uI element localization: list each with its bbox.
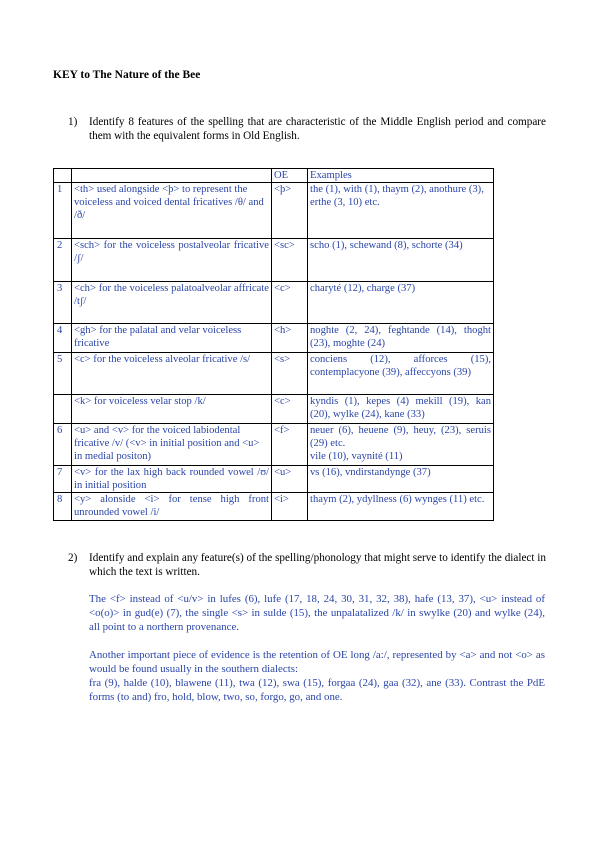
row-oe: <i> <box>272 493 308 521</box>
row-examples: conciens (12), afforces (15), contemplacyone (39), affeccyons (39) <box>308 353 494 395</box>
answer-2-line-2: fra (9), halde (10), blawene (11), twa (12), swa (15), forgaa (24), gaa (32), ane (33). Contrast the PdE forms (to and) fro, hold, blow, two, so, forgo, go, and one. <box>89 677 545 703</box>
row-feature: <y> alonside <i> for tense high front unrounded vowel /i/ <box>72 493 272 521</box>
row-examples-line-1: neuer (6), heuene (9), heuy, (23), seruis (29) etc. <box>310 425 491 449</box>
table-row <box>54 395 494 424</box>
row-examples: noghte (2, 24), feghtande (14), thoght (23), moghte (24) <box>308 324 494 353</box>
row-oe: <h> <box>272 324 308 353</box>
table-row <box>54 282 494 324</box>
table-row <box>54 424 494 466</box>
header-cell-feature <box>72 169 272 183</box>
row-number: 2 <box>54 239 72 282</box>
header-cell-oe: OE <box>272 169 308 183</box>
row-feature: <sch> for the voiceless postalveolar fricative /ʃ/ <box>72 239 272 282</box>
row-number: 6 <box>54 424 72 466</box>
question-2-number: 2) <box>68 552 78 564</box>
row-number: 8 <box>54 493 72 521</box>
question-1-text: Identify 8 features of the spelling that are characteristic of the Middle English period and compare them with the equivalent forms in Old English. <box>89 116 546 142</box>
row-oe: <sc> <box>272 239 308 282</box>
table-row <box>54 466 494 493</box>
row-feature: <k> for voiceless velar stop /k/ <box>72 395 272 424</box>
row-number: 7 <box>54 466 72 493</box>
row-oe: <u> <box>272 466 308 493</box>
row-oe: <c> <box>272 395 308 424</box>
question-1-number: 1) <box>68 116 78 128</box>
row-feature: <v> for the lax high back rounded vowel /ʊ/ in initial position <box>72 466 272 493</box>
row-oe: <c> <box>272 282 308 324</box>
row-examples: the (1), with (1), thaym (2), anothure (3), erthe (3, 10) etc. <box>308 183 494 239</box>
row-examples: kyndis (1), kepes (4) mekill (19), kan (20), wylke (24), kane (33) <box>308 395 494 424</box>
header-cell-examples: Examples <box>308 169 494 183</box>
row-feature: <gh> for the palatal and velar voiceless fricative <box>72 324 272 353</box>
answer-paragraph-1: The <f> instead of <u/v> in lufes (6), lufe (17, 18, 24, 30, 31, 32, 38), hafe (13, 37), <u> instead of <o(o)> in gud(e) (7), the single <s> in sulde (15), the unpalatalized /k/ in swylke (20) and wylke (24), all point to a northern provenance. <box>89 593 545 633</box>
row-feature: <ch> for the voiceless palatoalveolar affricate /tʃ/ <box>72 282 272 324</box>
table-row <box>54 353 494 395</box>
row-examples: vs (16), vndirstandynge (37) <box>308 466 494 493</box>
row-number <box>54 395 72 424</box>
table-row <box>54 324 494 353</box>
row-number: 4 <box>54 324 72 353</box>
row-feature: <th> used alongside <þ> to represent the voiceless and voiced dental fricatives /θ/ and /ð/ <box>72 183 272 239</box>
row-examples: thaym (2), ydyllness (6) wynges (11) etc. <box>308 493 494 521</box>
row-oe: <þ> <box>272 183 308 239</box>
table-row <box>54 239 494 282</box>
row-number: 3 <box>54 282 72 324</box>
document-title: KEY to The Nature of the Bee <box>53 69 201 81</box>
header-cell-num <box>54 169 72 183</box>
table-header-row <box>54 169 494 183</box>
row-examples: scho (1), schewand (8), schorte (34) <box>308 239 494 282</box>
row-oe: <f> <box>272 424 308 466</box>
table-row <box>54 183 494 239</box>
row-feature: <c> for the voiceless alveolar fricative /s/ <box>72 353 272 395</box>
table-row <box>54 493 494 521</box>
row-examples <box>308 424 494 466</box>
answer-2-line-1: Another important piece of evidence is the retention of OE long /a:/, represented by <a> and not <o> as would be found usually in the southern dialects: <box>89 649 545 675</box>
row-feature: <u> and <v> for the voiced labiodental fricative /v/ (<v> in initial position and <u> in medial positon) <box>72 424 272 466</box>
row-examples-line-2: vile (10), vaynité (11) <box>310 451 403 462</box>
row-examples: charyté (12), charge (37) <box>308 282 494 324</box>
row-oe: <s> <box>272 353 308 395</box>
spelling-features-table <box>53 168 494 521</box>
row-number: 5 <box>54 353 72 395</box>
answer-paragraph-2 <box>89 648 545 704</box>
question-2-text: Identify and explain any feature(s) of the spelling/phonology that might serve to identify the dialect in which the text is written. <box>89 552 547 578</box>
row-number: 1 <box>54 183 72 239</box>
